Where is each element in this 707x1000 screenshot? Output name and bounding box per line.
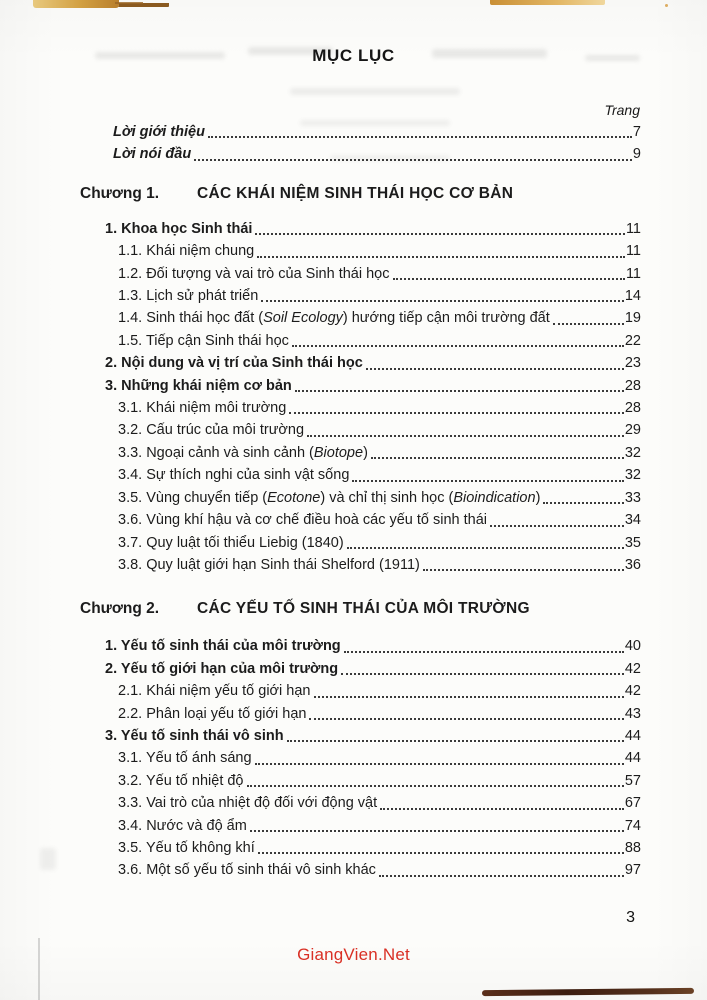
dot-leader [295, 390, 624, 392]
toc-entry [80, 509, 641, 531]
toc-entry-label: Lời giới thiệu [113, 124, 205, 140]
dot-leader [287, 740, 624, 742]
toc-entry-label: 3. Những khái niệm cơ bản [105, 377, 292, 394]
dot-leader [255, 233, 625, 235]
dot-leader [258, 852, 624, 854]
dot-leader [490, 525, 624, 527]
dot-leader [255, 763, 624, 765]
dot-leader [543, 502, 623, 504]
chapter-label: Chương 2. [80, 600, 160, 618]
toc-entry-page: 74 [624, 817, 641, 834]
toc-entry-label: 3.1. Khái niệm môi trường [118, 400, 287, 417]
toc-entry-label: 3.5. Vùng chuyển tiếp (Ecotone) và chỉ thị sinh học (Bioindication) [118, 489, 541, 506]
toc-entry-page: 44 [624, 727, 641, 744]
toc-entry-label: 1. Yếu tố sinh thái của môi trường [105, 638, 341, 655]
toc-entry-label: 3.2. Cấu trúc của môi trường [118, 422, 305, 439]
scan-artifact-top-left-strip [33, 0, 119, 8]
toc-entry-page: 11 [625, 243, 641, 260]
front-matter-list [80, 121, 641, 166]
dot-leader [307, 435, 624, 437]
toc-entry-label: 3.4. Nước và độ ẩm [118, 817, 247, 834]
dot-leader [208, 136, 632, 138]
toc-entry [80, 554, 641, 576]
bleed-through-artifact [290, 88, 460, 95]
toc-entry [80, 770, 641, 792]
dot-leader [250, 830, 624, 832]
toc-entry-page: 14 [624, 288, 641, 305]
toc-entry [80, 218, 641, 240]
toc-entry-page: 22 [624, 332, 641, 349]
toc-entry-label: 2.1. Khái niệm yếu tố giới hạn [118, 683, 311, 700]
chapter-heading [80, 185, 641, 203]
toc-entry [80, 375, 641, 397]
toc-entry-label: 3.7. Quy luật tối thiểu Liebig (1840) [118, 534, 344, 551]
toc-entry [80, 352, 641, 374]
toc-entry [80, 792, 641, 814]
toc-entry-page: 29 [624, 422, 641, 439]
chapter-label: Chương 1. [80, 184, 160, 202]
toc-entry-page: 32 [624, 467, 641, 484]
toc-entry-page: 67 [624, 795, 641, 812]
toc-entry-page: 11 [625, 220, 641, 237]
toc-entry-page: 28 [624, 377, 641, 394]
toc-entry-page: 42 [624, 683, 641, 700]
toc-entry [80, 703, 641, 725]
toc-entry [80, 815, 641, 837]
dot-leader [553, 323, 624, 325]
toc-entry [80, 487, 641, 509]
toc-entry-page: 11 [625, 265, 641, 282]
toc-entry-page: 23 [624, 355, 641, 372]
dot-leader [257, 256, 625, 258]
chapter-title: CÁC YẾU TỐ SINH THÁI CỦA MÔI TRƯỜNG [197, 600, 530, 618]
toc-entry-page: 35 [624, 534, 641, 551]
toc-entry-label: 2.2. Phân loại yếu tố giới hạn [118, 705, 307, 722]
toc-entry-label: 3.1. Yếu tố ánh sáng [118, 750, 252, 767]
toc-entry-label: 3.3. Vai trò của nhiệt độ đối với động vật [118, 795, 378, 812]
dot-leader [341, 673, 624, 675]
toc-entry [80, 532, 641, 554]
dot-leader [393, 278, 625, 280]
toc-entry [80, 464, 641, 486]
toc-entry-label: 1. Khoa học Sinh thái [105, 220, 253, 237]
toc-entry-page: 42 [624, 660, 641, 677]
toc-entry-label: 1.4. Sinh thái học đất (Soil Ecology) hướng tiếp cận môi trường đất [118, 310, 550, 327]
dot-leader [247, 785, 624, 787]
page-column-header: Trang [604, 102, 640, 118]
dot-leader [379, 875, 624, 877]
toc-entry-label: 2. Yếu tố giới hạn của môi trường [105, 660, 339, 677]
toc-entry [80, 307, 641, 329]
toc-entry-label: 3.2. Yếu tố nhiệt độ [118, 772, 244, 789]
dot-leader [423, 569, 624, 571]
chapter-1-items [80, 218, 641, 577]
scan-artifact-top-right-dot [665, 4, 668, 7]
toc-entry-page: 88 [624, 839, 641, 856]
scan-artifact-top-left-line [115, 2, 143, 4]
dot-leader [344, 651, 624, 653]
toc-entry [80, 725, 641, 747]
toc-entry-label: 3.3. Ngoại cảnh và sinh cảnh (Biotope) [118, 444, 368, 461]
toc-entry-page: 44 [624, 750, 641, 767]
scan-artifact-top-right-strip [490, 0, 605, 5]
toc-entry-label: 1.1. Khái niệm chung [118, 243, 255, 260]
toc-entry [80, 837, 641, 859]
toc-entry-label: 2. Nội dung và vị trí của Sinh thái học [105, 355, 363, 372]
dot-leader [380, 808, 624, 810]
toc-entry [80, 419, 641, 441]
toc-entry-page: 32 [624, 444, 641, 461]
toc-entry-page: 57 [624, 772, 641, 789]
dot-leader [371, 457, 624, 459]
toc-entry-page: 34 [624, 512, 641, 529]
toc-content [80, 102, 641, 882]
bleed-through-artifact [40, 848, 56, 870]
toc-entry-label: 3. Yếu tố sinh thái vô sinh [105, 727, 284, 744]
toc-entry-label: 3.6. Một số yếu tố sinh thái vô sinh khác [118, 862, 376, 879]
toc-entry [80, 285, 641, 307]
dot-leader [366, 368, 624, 370]
toc-entry-page: 19 [624, 310, 641, 327]
toc-entry [80, 747, 641, 769]
dot-leader [261, 300, 624, 302]
chapter-2-section [80, 600, 641, 881]
toc-entry-label: Lời nói đầu [113, 146, 192, 163]
toc-title: MỤC LỤC [312, 46, 395, 65]
toc-entry-label: 3.8. Quy luật giới hạn Sinh thái Shelford (1911) [118, 556, 420, 573]
toc-entry [80, 859, 641, 881]
toc-entry-label: 3.4. Sự thích nghi của sinh vật sống [118, 467, 350, 484]
toc-entry-page: 9 [632, 146, 641, 163]
toc-entry-page: 43 [624, 705, 641, 722]
toc-entry [80, 143, 641, 165]
toc-entry [80, 442, 641, 464]
toc-entry-label: 1.5. Tiếp cận Sinh thái học [118, 332, 289, 349]
chapter-title: CÁC KHÁI NIỆM SINH THÁI HỌC CƠ BẢN [197, 184, 514, 202]
watermark: GiangVien.Net [297, 945, 410, 964]
chapter-2-items [80, 635, 641, 881]
toc-entry [80, 635, 641, 657]
dot-leader [292, 345, 624, 347]
toc-entry-label: 1.2. Đối tượng và vai trò của Sinh thái học [118, 265, 390, 282]
chapter-heading [80, 600, 641, 618]
toc-entry [80, 263, 641, 285]
dot-leader [352, 480, 623, 482]
toc-entry [80, 121, 641, 143]
dot-leader [347, 547, 624, 549]
toc-entry [80, 397, 641, 419]
toc-entry [80, 658, 641, 680]
toc-entry [80, 240, 641, 262]
toc-entry-page: 28 [624, 400, 641, 417]
toc-entry-page: 97 [624, 862, 641, 879]
dot-leader [194, 159, 632, 161]
toc-entry [80, 680, 641, 702]
toc-entry [80, 330, 641, 352]
toc-entry-page: 33 [624, 489, 641, 506]
toc-entry-page: 40 [624, 638, 641, 655]
toc-entry-label: 1.3. Lịch sử phát triển [118, 288, 259, 305]
toc-entry-page: 36 [624, 556, 641, 573]
chapter-1-section [80, 185, 641, 577]
folio-page-number: 3 [626, 909, 635, 926]
toc-entry-page: 7 [632, 124, 641, 140]
dot-leader [309, 718, 623, 720]
toc-entry-label: 3.5. Yếu tố không khí [118, 839, 255, 856]
dot-leader [314, 696, 624, 698]
toc-entry-label: 3.6. Vùng khí hậu và cơ chế điều hoà các yếu tố sinh thái [118, 512, 488, 529]
dot-leader [289, 412, 624, 414]
